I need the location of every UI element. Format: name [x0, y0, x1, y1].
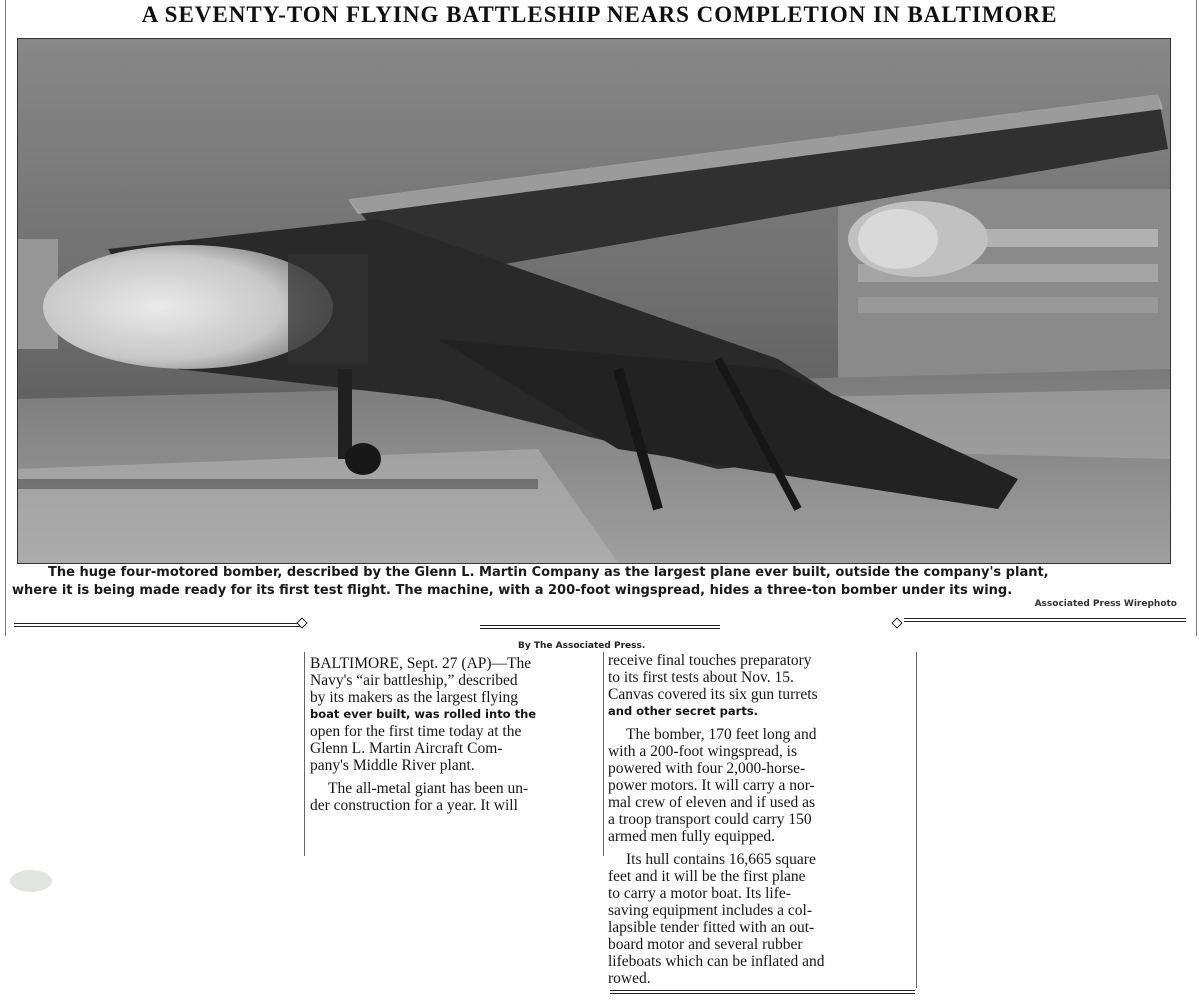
text-line: lifeboats which can be inflated and — [608, 953, 825, 970]
text-line: receive final touches preparatory — [608, 652, 812, 669]
text-line: mal crew of eleven and if used as — [608, 794, 816, 811]
text-line: lapsible tender fitted with an out- — [608, 919, 815, 936]
text-line: board motor and several rubber — [608, 936, 803, 953]
rule-right — [904, 618, 1186, 622]
text-line: Canvas covered its six gun turrets — [608, 686, 818, 703]
text-line: boat ever built, was rolled into the — [310, 707, 537, 721]
text-line: power motors. It will carry a nor- — [608, 777, 815, 794]
rule-bottom — [610, 990, 915, 994]
text-line: Navy's “air battleship,” described — [310, 672, 518, 689]
text-line: open for the first time today at the — [310, 723, 522, 740]
text-line: and other secret parts. — [608, 704, 759, 718]
photo-flying-boat — [17, 38, 1171, 564]
text-line: BALTIMORE, Sept. 27 (AP)—The — [310, 655, 532, 672]
rule-center — [480, 625, 720, 629]
text-line: feet and it will be the first plane — [608, 868, 806, 885]
byline: By The Associated Press. — [518, 641, 646, 651]
text-line: powered with four 2,000-horse- — [608, 760, 806, 777]
photo-credit: Associated Press Wirephoto — [1034, 599, 1177, 609]
text-line: a troop transport could carry 150 — [608, 811, 812, 828]
text-line: der construction for a year. It will — [310, 797, 518, 814]
text-line: Its hull contains 16,665 square — [626, 851, 816, 868]
photo-caption-line-2: where it is being made ready for its first test flight. The machine, with a 200-foot wingspread, hides a three-ton bomber under its wing. — [12, 583, 1013, 598]
text-line: The all-metal giant has been un- — [328, 780, 529, 797]
photo-caption-line-1: The huge four-motored bomber, described by the Glenn L. Martin Company as the largest plane ever built, outside the company's plant, — [48, 565, 1049, 580]
article-column-2 — [608, 652, 898, 987]
text-line: to its first tests about Nov. 15. — [608, 669, 794, 686]
photo-image — [18, 39, 1170, 563]
text-line: with a 200-foot wingspread, is — [608, 743, 797, 760]
rule-left — [14, 623, 300, 627]
text-line: saving equipment includes a col- — [608, 902, 813, 919]
text-line: to carry a motor boat. Its life- — [608, 885, 791, 902]
article-column-1 — [310, 655, 600, 814]
text-line: rowed. — [608, 970, 651, 987]
headline: A SEVENTY-TON FLYING BATTLESHIP NEARS COMPLETION IN BALTIMORE — [141, 2, 1058, 27]
text-line: pany's Middle River plant. — [310, 757, 475, 774]
text-line: armed men fully equipped. — [608, 828, 776, 845]
text-line: Glenn L. Martin Aircraft Com- — [310, 740, 503, 757]
text-line: The bomber, 170 feet long and — [626, 726, 817, 743]
text-line: by its makers as the largest flying — [310, 689, 519, 706]
paper-smudge — [10, 870, 52, 892]
